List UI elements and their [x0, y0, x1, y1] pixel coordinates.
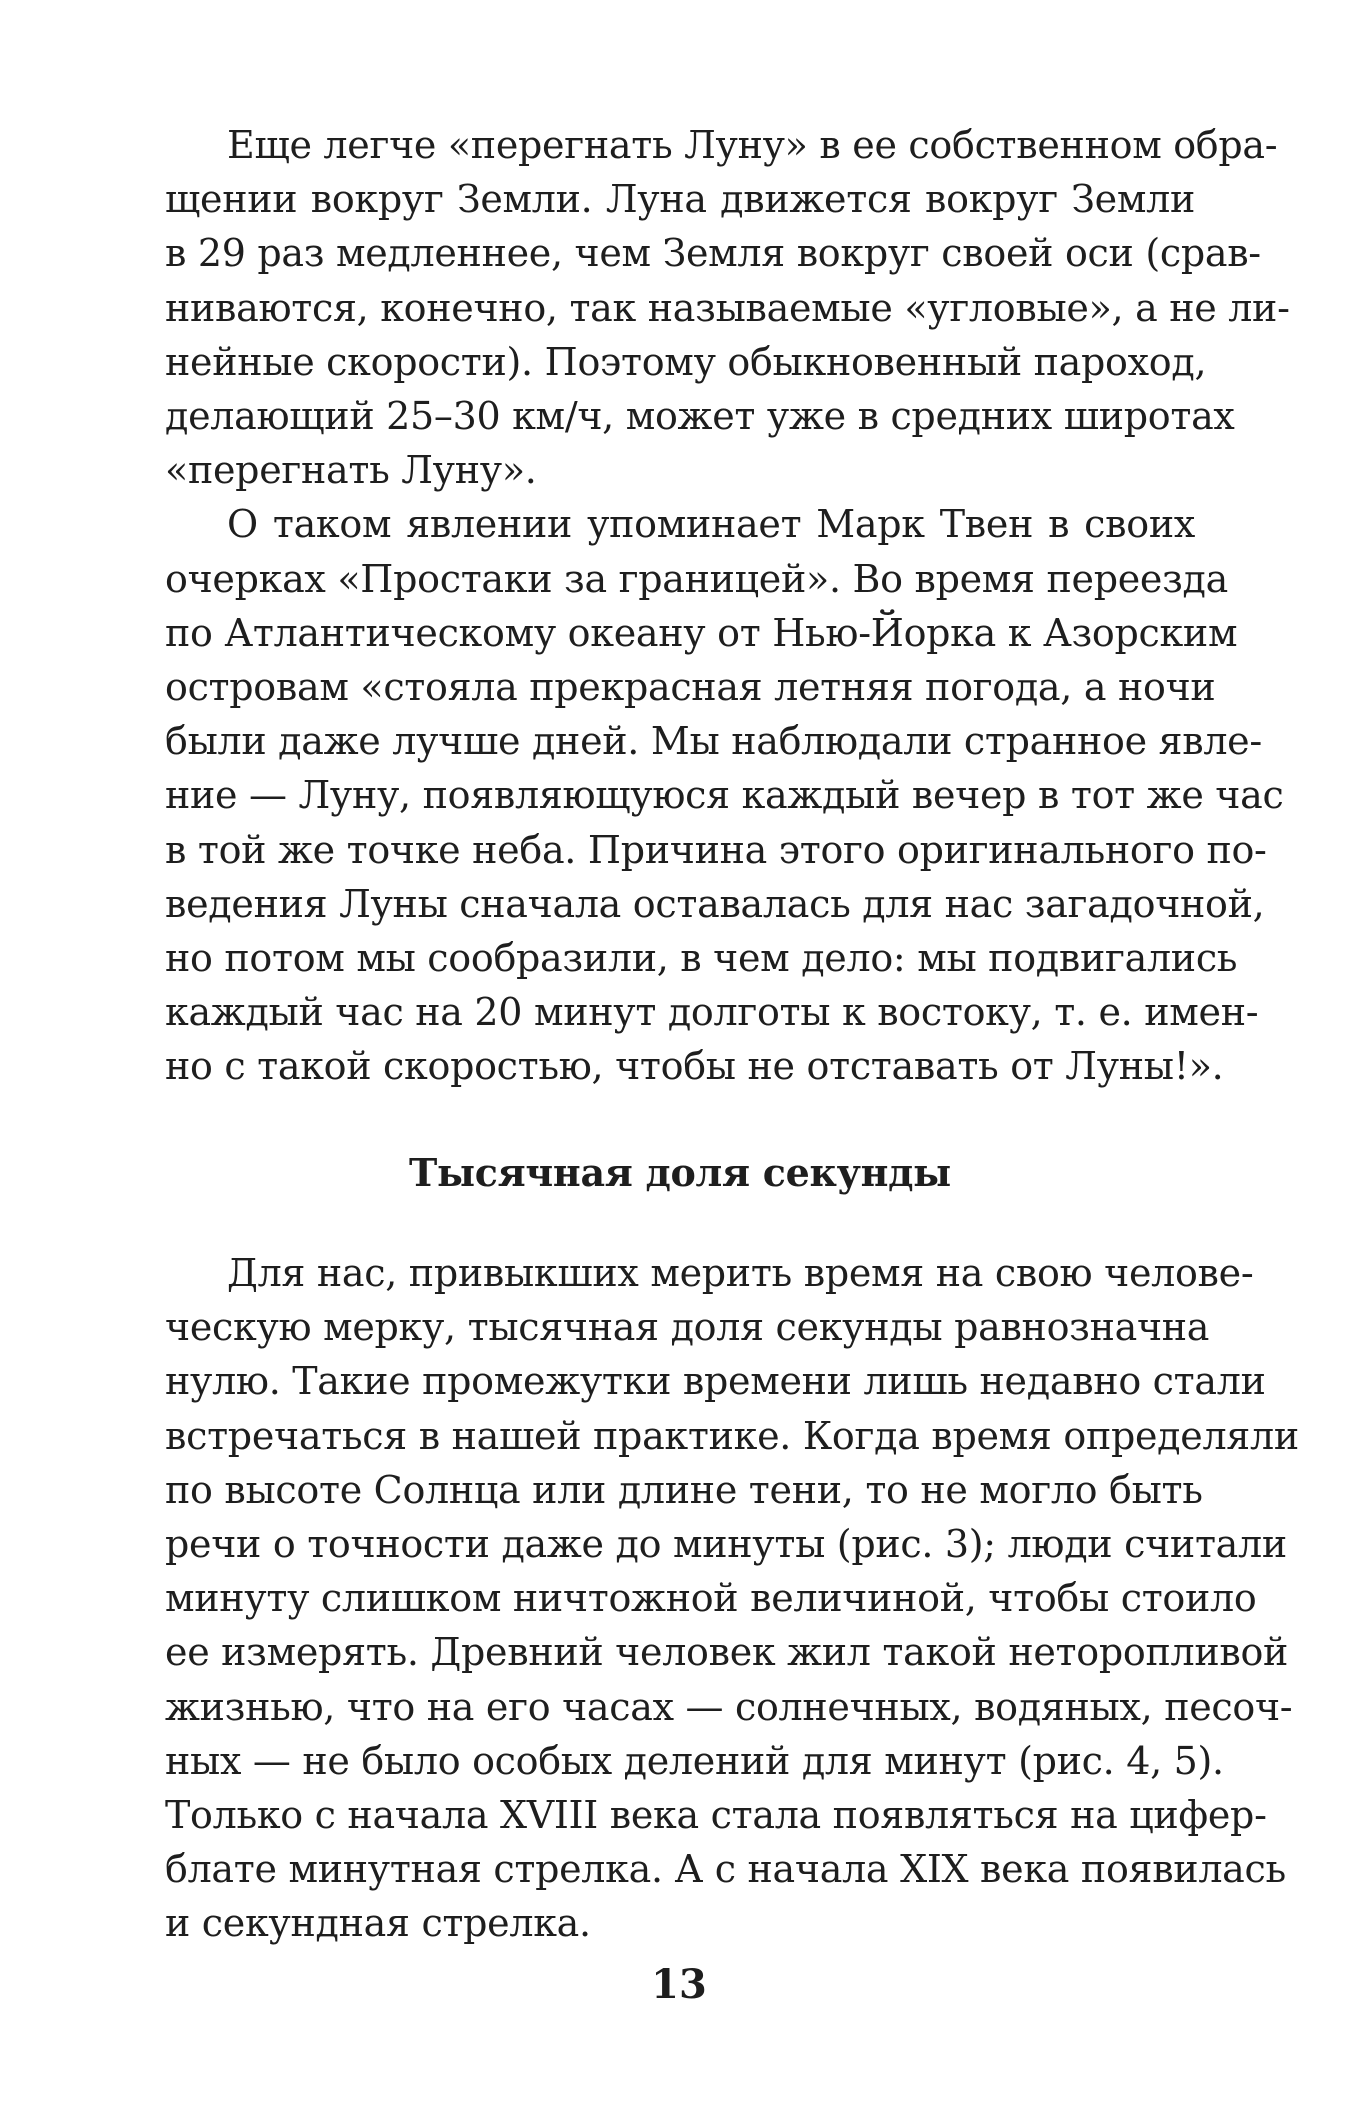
- text-line: блате минутная стрелка. А с начала XIX века появилась: [165, 1847, 1286, 1892]
- section-heading: Тысячная доля секунды: [409, 1150, 951, 1195]
- text-line: встречаться в нашей практике. Когда время определяли: [165, 1413, 1299, 1458]
- text-line: нейные скорости). Поэтому обыкновенный пароход,: [165, 339, 1207, 384]
- text-line: по высоте Солнца или длине тени, то не могло быть: [165, 1467, 1203, 1512]
- text-line: щении вокруг Земли. Луна движется вокруг Земли: [165, 177, 1195, 222]
- text-line: ние — Луну, появляющуюся каждый вечер в тот же час: [165, 773, 1284, 818]
- text-line: но потом мы сообразили, в чем дело: мы подвигались: [165, 936, 1238, 981]
- text-line: Для нас, привыкших мерить время на свою челове-: [227, 1251, 1254, 1295]
- text-line: в той же точке неба. Причина этого оригинального по-: [165, 827, 1267, 872]
- text-line: были даже лучше дней. Мы наблюдали странное явле-: [165, 719, 1262, 764]
- text-line: Только с начала XVIII века стала появляться на цифер-: [165, 1793, 1267, 1838]
- text-line: ниваются, конечно, так называемые «угловые», а не ли-: [165, 285, 1290, 330]
- section-1: [165, 118, 1290, 1094]
- text-line: и секундная стрелка.: [165, 1901, 591, 1946]
- paragraph-3: [165, 1246, 1299, 1951]
- text-line: каждый час на 20 минут долготы к востоку, т. е. имен-: [165, 990, 1259, 1035]
- text-line: делающий 25–30 км/ч, может уже в средних широтах: [165, 394, 1235, 439]
- text-line: по Атлантическому океану от Нью-Йорка к Азорским: [165, 610, 1238, 655]
- paragraph-1: [165, 118, 1290, 497]
- text-line: в 29 раз медленнее, чем Земля вокруг своей оси (срав-: [165, 231, 1261, 276]
- text-line: но с такой скоростью, чтобы не отставать от Луны!».: [165, 1044, 1224, 1089]
- text-line: минуту слишком ничтожной величиной, чтобы стоило: [165, 1576, 1257, 1621]
- text-line: ческую мерку, тысячная доля секунды равнозначна: [165, 1305, 1210, 1350]
- section-2: [165, 1246, 1299, 1951]
- paragraph-2: [165, 497, 1284, 1093]
- page-number: 13: [651, 1961, 707, 2008]
- text-line: ее измерять. Древний человек жил такой неторопливой: [165, 1630, 1289, 1675]
- text-line: очерках «Простаки за границей». Во время переезда: [165, 556, 1228, 601]
- text-line: островам «стояла прекрасная летняя погода, а ночи: [165, 665, 1216, 710]
- text-line: ведения Луны сначала оставалась для нас загадочной,: [165, 881, 1265, 926]
- text-line: О таком явлении упоминает Марк Твен в своих: [227, 502, 1195, 547]
- text-line: ных — не было особых делений для минут (рис. 4, 5).: [165, 1738, 1224, 1783]
- text-line: «перегнать Луну».: [165, 448, 537, 493]
- text-line: Еще легче «перегнать Луну» в ее собственном обра-: [227, 123, 1278, 167]
- text-line: нулю. Такие промежутки времени лишь недавно стали: [165, 1359, 1266, 1404]
- text-line: речи о точности даже до минуты (рис. 3); люди считали: [165, 1522, 1287, 1567]
- text-line: жизнью, что на его часах — солнечных, водяных, песоч-: [165, 1684, 1293, 1729]
